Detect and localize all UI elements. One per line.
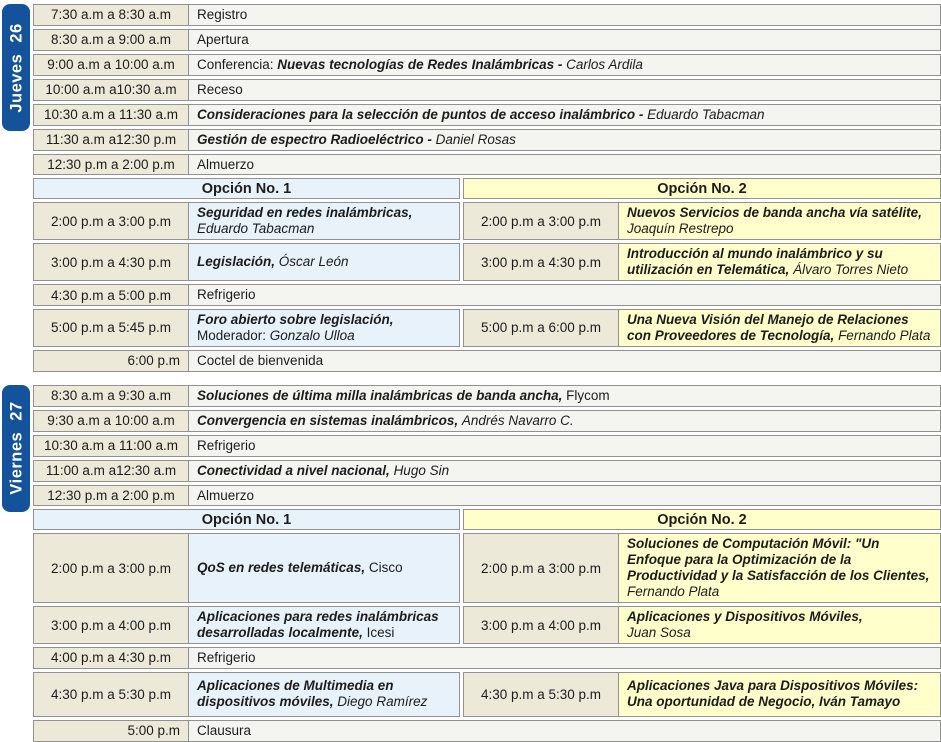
time-cell xyxy=(34,5,189,25)
activity-label: Coctel de bienvenida xyxy=(197,352,324,368)
option1-session xyxy=(33,533,460,603)
dual-session-row xyxy=(33,202,941,240)
time-cell xyxy=(34,285,189,305)
time-label: 11:00 a.m a12:30 a.m xyxy=(45,463,177,479)
option1-session xyxy=(33,606,460,644)
activity-cell xyxy=(189,155,940,175)
day-tab-label xyxy=(2,4,30,131)
option-header-row xyxy=(33,178,941,199)
activity-cell xyxy=(189,486,940,506)
session-title: Convergencia en sistemas inalámbricos, xyxy=(197,412,462,428)
time-label: 8:30 a.m a 9:30 a.m xyxy=(50,388,172,404)
time-label: 4:00 p.m a 4:30 p.m xyxy=(50,650,172,666)
time-cell xyxy=(34,648,189,668)
day-section-viernes xyxy=(0,385,941,742)
session-cell xyxy=(619,607,940,643)
time-cell xyxy=(34,386,189,406)
time-cell xyxy=(34,203,189,239)
day-name: Jueves xyxy=(6,53,25,113)
time-cell xyxy=(464,310,619,346)
session-speaker: Fernando Plata xyxy=(627,584,720,600)
time-cell xyxy=(34,436,189,456)
session-speaker: Andrés Navarro C. xyxy=(461,412,574,428)
dual-session-row xyxy=(33,243,941,281)
time-cell xyxy=(34,461,189,481)
session-cell xyxy=(189,130,940,150)
time-cell xyxy=(34,80,189,100)
session-title: Nuevas tecnologías de Redes Inalámbricas - xyxy=(277,56,567,72)
schedule-row xyxy=(33,129,941,151)
activity-cell xyxy=(189,351,940,371)
session-title: Aplicaciones de Multimedia en dispositivos móviles, xyxy=(197,678,394,710)
activity-label: Almuerzo xyxy=(197,156,255,172)
time-cell xyxy=(464,244,619,280)
time-label: 5:00 p.m a 6:00 p.m xyxy=(480,320,602,336)
time-label: 4:30 p.m a 5:30 p.m xyxy=(50,686,172,702)
option2-header-label: Opción No. 2 xyxy=(657,511,747,528)
session-title: Aplicaciones para redes inalámbricas desarrolladas localmente, xyxy=(197,609,439,641)
activity-cell xyxy=(189,80,940,100)
time-cell xyxy=(34,486,189,506)
schedule-row xyxy=(33,154,941,176)
session-speaker: Fernando Plata xyxy=(838,327,931,343)
session-cell xyxy=(619,203,940,239)
time-label: 9:30 a.m a 10:00 a.m xyxy=(47,413,175,429)
time-label: 2:00 p.m a 3:00 p.m xyxy=(50,213,172,229)
day-name: Viernes xyxy=(6,432,25,495)
activity-label: Almuerzo xyxy=(197,487,255,503)
session-speaker: Eduardo Tabacman xyxy=(647,106,765,122)
time-label: 3:00 p.m a 4:30 p.m xyxy=(50,254,172,270)
option2-session xyxy=(463,309,941,347)
option1-header xyxy=(33,178,460,199)
session-speaker: Gonzalo Ulloa xyxy=(269,327,355,343)
time-cell xyxy=(34,607,189,643)
time-cell xyxy=(34,155,189,175)
time-label: 10:30 a.m a 11:30 a.m xyxy=(43,107,179,123)
activity-cell xyxy=(189,285,940,305)
schedule-row xyxy=(33,385,941,407)
option2-session xyxy=(463,533,941,603)
option1-header-label: Opción No. 1 xyxy=(201,511,292,528)
schedule-row xyxy=(33,720,941,742)
time-label: 4:30 p.m a 5:30 p.m xyxy=(480,686,602,702)
session-cell xyxy=(619,310,940,346)
time-cell xyxy=(34,351,189,371)
schedule-row xyxy=(33,435,941,457)
time-cell xyxy=(34,55,189,75)
option2-header xyxy=(463,509,941,530)
session-speaker: Icesi xyxy=(366,625,395,641)
session-speaker: Diego Ramírez xyxy=(337,694,428,710)
schedule-row xyxy=(33,410,941,432)
session-title: Legislación, xyxy=(197,254,279,270)
dual-session-row xyxy=(33,533,941,603)
activity-label: Apertura xyxy=(197,31,249,47)
session-cell xyxy=(189,310,459,346)
session-title: Soluciones de última milla inalámbricas de banda ancha, xyxy=(197,387,567,403)
session-cell xyxy=(619,534,940,602)
dual-session-row xyxy=(33,309,941,347)
time-label: 6:00 p.m xyxy=(127,353,180,369)
time-cell xyxy=(34,30,189,50)
activity-cell xyxy=(189,5,940,25)
option2-session xyxy=(463,672,941,717)
time-label: 2:00 p.m a 3:00 p.m xyxy=(480,213,602,229)
session-title: Una Nueva Visión del Manejo de Relaciones con Proveedores de Tecnología, xyxy=(627,312,909,343)
option-header-row xyxy=(33,509,941,530)
session-speaker: Daniel Rosas xyxy=(435,131,516,147)
option2-header-label: Opción No. 2 xyxy=(657,180,747,197)
session-cell xyxy=(189,607,459,643)
activity-label: Refrigerio xyxy=(197,287,256,303)
session-speaker: Juan Sosa xyxy=(627,625,691,641)
activity-label: Clausura xyxy=(197,722,252,738)
time-label: 5:00 p.m a 5:45 p.m xyxy=(50,320,172,336)
session-speaker: Joaquín Restrepo xyxy=(627,221,734,237)
session-prefix: Conferencia: xyxy=(197,56,278,72)
schedule-row xyxy=(33,460,941,482)
session-cell xyxy=(189,411,940,431)
session-cell xyxy=(189,673,459,716)
time-label: 3:00 p.m a 4:30 p.m xyxy=(480,254,602,270)
dual-session-row xyxy=(33,606,941,644)
time-cell xyxy=(464,203,619,239)
option1-session xyxy=(33,202,460,240)
day-number: 27 xyxy=(6,401,25,422)
time-cell xyxy=(34,411,189,431)
activity-label: Receso xyxy=(197,81,243,97)
time-cell xyxy=(34,105,189,125)
day-tab-viernes xyxy=(2,385,30,512)
time-label: 9:00 a.m a 10:00 a.m xyxy=(47,57,175,73)
time-label: 2:00 p.m a 3:00 p.m xyxy=(50,560,172,576)
session-title: Aplicaciones y Dispositivos Móviles, xyxy=(627,609,863,625)
session-title: Aplicaciones Java para Dispositivos Móviles: Una oportunidad de Negocio, Iván Tamayo xyxy=(627,678,919,710)
session-title: QoS en redes telemáticas, xyxy=(197,560,369,576)
time-cell xyxy=(34,310,189,346)
time-cell xyxy=(464,607,619,643)
schedule-row xyxy=(33,79,941,101)
time-cell xyxy=(34,244,189,280)
session-title: Nuevos Servicios de banda ancha vía satélite, xyxy=(627,205,922,221)
time-label: 11:30 a.m a12:30 p.m xyxy=(45,132,177,148)
time-cell xyxy=(34,130,189,150)
time-label: 10:00 a.m a10:30 a.m xyxy=(45,82,177,98)
session-title: Gestión de espectro Radioeléctrico - xyxy=(197,131,436,147)
activity-cell xyxy=(189,721,940,741)
session-cell xyxy=(189,105,940,125)
session-cell xyxy=(189,203,459,239)
schedule-row xyxy=(33,104,941,126)
session-title: Conectividad a nivel nacional, xyxy=(197,462,394,478)
schedule-row xyxy=(33,29,941,51)
moderator-label: Moderador: xyxy=(197,327,270,343)
session-cell xyxy=(189,244,459,280)
schedule-row xyxy=(33,54,941,76)
time-cell xyxy=(34,673,189,716)
schedule-row xyxy=(33,4,941,26)
option2-session xyxy=(463,606,941,644)
day-number: 26 xyxy=(6,22,25,43)
session-title: Seguridad en redes inalámbricas, xyxy=(197,205,413,221)
time-label: 5:00 p.m xyxy=(127,723,180,739)
activity-label: Refrigerio xyxy=(197,649,256,665)
time-label: 12:30 p.m a 2:00 p.m xyxy=(47,156,175,172)
session-title: Consideraciones para la selección de puntos de acceso inalámbrico - xyxy=(197,106,648,122)
time-cell xyxy=(34,721,189,741)
session-cell xyxy=(189,386,940,406)
session-speaker: Flycom xyxy=(566,387,610,403)
day-tab-label xyxy=(2,385,30,512)
session-cell xyxy=(189,461,940,481)
session-cell xyxy=(619,244,940,280)
activity-cell xyxy=(189,30,940,50)
activity-cell xyxy=(189,436,940,456)
session-speaker: Eduardo Tabacman xyxy=(197,221,315,237)
time-label: 3:00 p.m a 4:00 p.m xyxy=(50,617,172,633)
day-tab-jueves xyxy=(2,4,30,131)
dual-session-row xyxy=(33,672,941,717)
session-title: Foro abierto sobre legislación, xyxy=(197,312,394,328)
time-label: 7:30 a.m a 8:30 a.m xyxy=(50,7,172,23)
schedule-row xyxy=(33,485,941,507)
session-title: Introducción al mundo inalámbrico y su utilización en Telemática, xyxy=(627,246,883,278)
session-speaker: Cisco xyxy=(368,560,403,576)
time-label: 12:30 p.m a 2:00 p.m xyxy=(47,487,175,503)
activity-cell xyxy=(189,648,940,668)
schedule-row xyxy=(33,350,941,372)
option2-session xyxy=(463,243,941,281)
time-cell xyxy=(464,534,619,602)
time-cell xyxy=(34,534,189,602)
option1-header xyxy=(33,509,460,530)
time-label: 4:30 p.m a 5:00 p.m xyxy=(50,287,172,303)
session-speaker: Hugo Sin xyxy=(393,462,450,478)
time-label: 8:30 a.m a 9:00 a.m xyxy=(50,32,172,48)
session-speaker: Carlos Ardila xyxy=(566,56,643,72)
option1-session xyxy=(33,243,460,281)
time-cell xyxy=(464,673,619,716)
option2-header xyxy=(463,178,941,199)
time-label: 3:00 p.m a 4:00 p.m xyxy=(480,617,602,633)
option1-session xyxy=(33,672,460,717)
session-speaker: Óscar León xyxy=(278,254,349,270)
schedule-row xyxy=(33,284,941,306)
session-cell xyxy=(189,534,459,602)
session-cell xyxy=(619,673,940,716)
time-label: 10:30 a.m a 11:00 a.m xyxy=(43,438,179,454)
activity-label: Registro xyxy=(197,7,248,22)
activity-label: Refrigerio xyxy=(197,437,256,453)
session-speaker: Álvaro Torres Nieto xyxy=(793,262,909,278)
option2-session xyxy=(463,202,941,240)
option1-session xyxy=(33,309,460,347)
option1-header-label: Opción No. 1 xyxy=(201,180,292,197)
time-label: 2:00 p.m a 3:00 p.m xyxy=(480,560,602,576)
session-cell xyxy=(189,55,940,75)
session-title: Soluciones de Computación Móvil: "Un Enfoque para la Optimización de la Productividad y la Satisfacción de los Clientes, xyxy=(627,536,930,584)
